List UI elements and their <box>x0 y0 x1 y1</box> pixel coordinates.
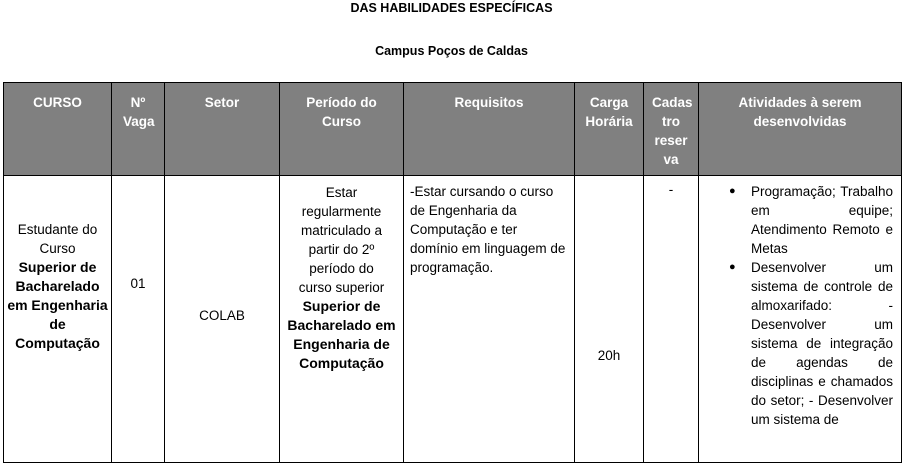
periodo-course: Superior de Bacharelado em Engenharia de Computação <box>287 298 396 371</box>
cell-curso <box>4 176 112 463</box>
curso-name: Superior de Bacharelado em Engenharia de Computação <box>7 259 108 351</box>
vaga-value: 01 <box>130 276 146 291</box>
table-row <box>4 176 902 463</box>
carga-value: 20h <box>597 348 621 363</box>
cell-vaga <box>112 176 165 463</box>
header-periodo: Período do Curso <box>280 83 404 176</box>
header-cadastro-reserva: Cadas tro reser va <box>644 83 699 176</box>
list-item: ● Programação; Trabalho em equipe; Atendimento Remoto e Metas <box>699 182 901 258</box>
header-atividades: Atividades à serem desenvolvidas <box>699 83 902 176</box>
table-header-row <box>4 83 902 176</box>
cell-atividades <box>699 176 902 463</box>
curso-text: Estudante do Curso <box>17 222 98 256</box>
cell-carga <box>575 176 644 463</box>
cell-periodo <box>280 176 404 463</box>
setor-value: COLAB <box>199 308 245 323</box>
header-carga: Carga Horária <box>575 83 644 176</box>
cell-setor <box>165 176 280 463</box>
vacancy-table <box>3 82 902 463</box>
header-curso: CURSO <box>4 83 112 176</box>
header-setor: Setor <box>165 83 280 176</box>
header-vaga: Nº Vaga <box>112 83 165 176</box>
cadastro-value: - <box>668 182 674 197</box>
atividades-list <box>699 176 901 429</box>
campus-title: Campus Poços de Caldas <box>375 44 528 58</box>
list-item: ● Desenvolver um sistema de controle de almoxarifado: - Desenvolver um sistema de integração de agendas de disciplinas e chamados do setor; - Desenvolver um sistema de <box>699 258 901 429</box>
section-heading: DAS HABILIDADES ESPECÍFICAS <box>350 1 553 15</box>
header-requisitos: Requisitos <box>404 83 575 176</box>
cell-cadastro <box>644 176 699 463</box>
periodo-text: Estar regularmente matriculado a partir do 2º período do curso superior <box>298 185 385 295</box>
cell-requisitos: -Estar cursando o curso de Engenharia da Computação e ter domínio em linguagem de programação. <box>404 176 575 463</box>
